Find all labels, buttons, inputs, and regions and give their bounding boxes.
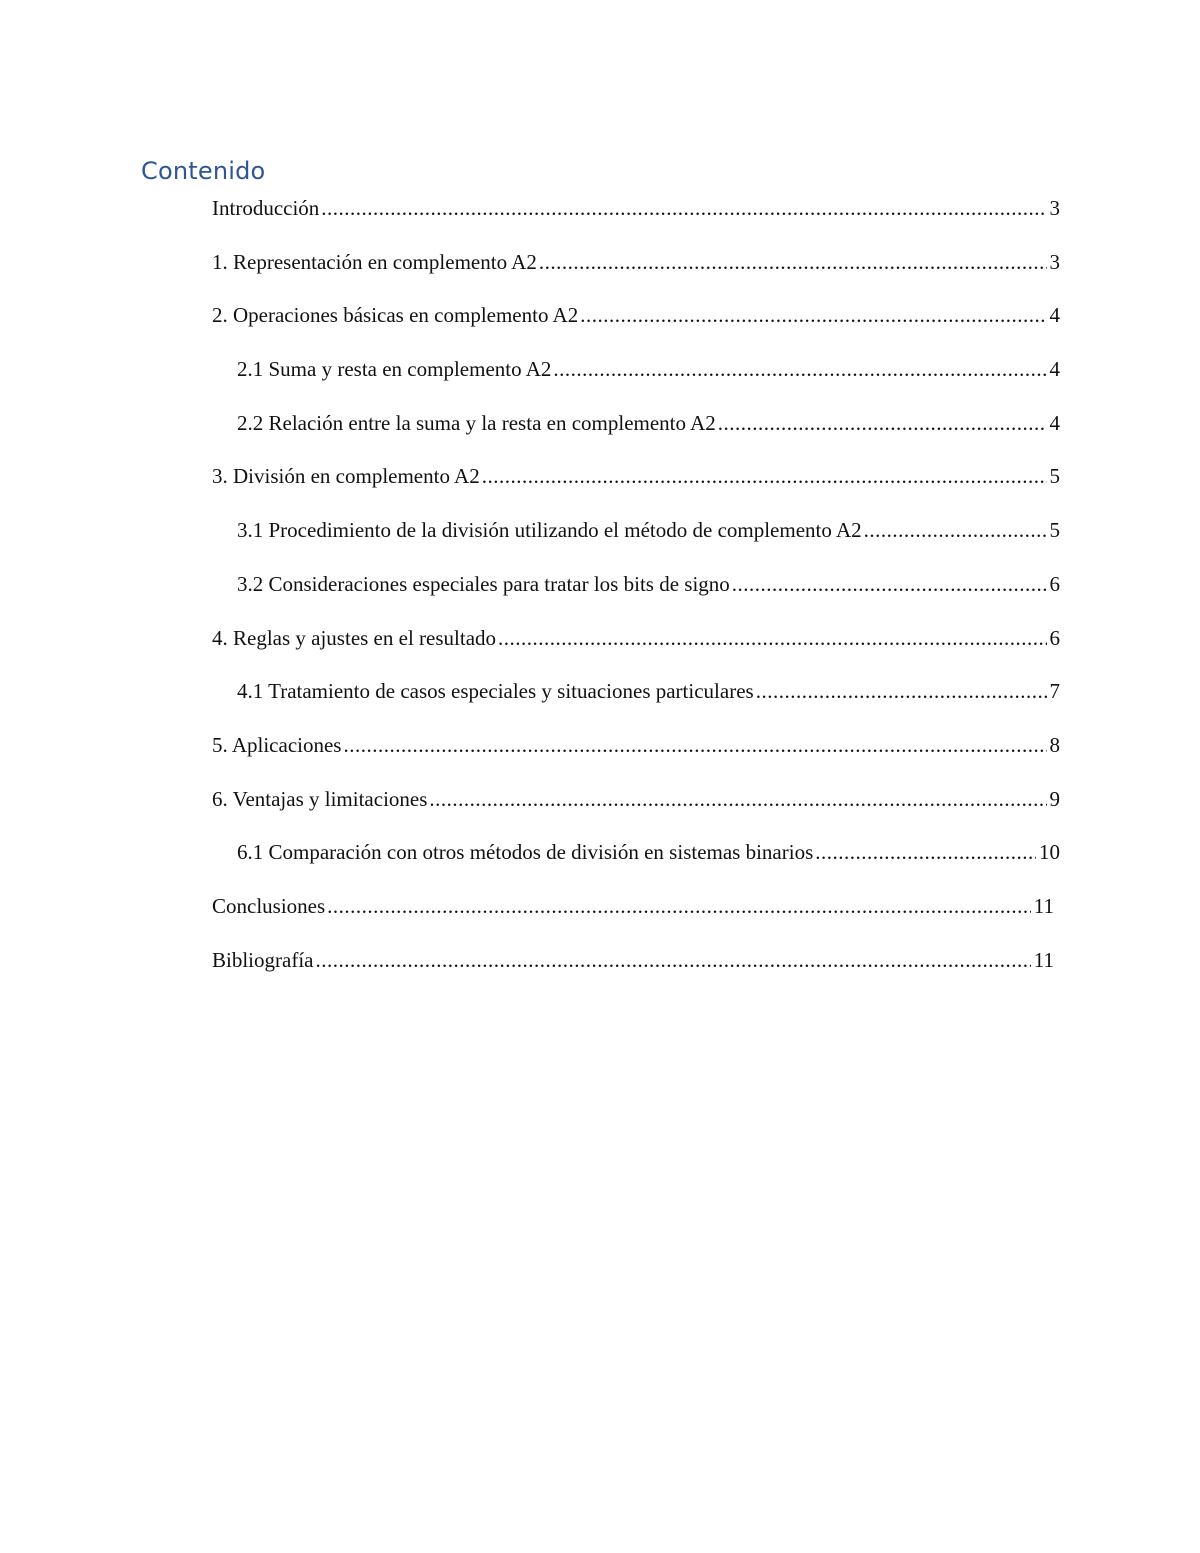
- toc-entry-title: 2.1 Suma y resta en complemento A2: [237, 357, 552, 382]
- toc-dot-leader: [327, 888, 1031, 924]
- toc-entry-title: 4. Reglas y ajustes en el resultado: [212, 625, 497, 650]
- toc-entry-representacion[interactable]: [212, 244, 1060, 298]
- toc-entry-aplicaciones[interactable]: [212, 727, 1060, 781]
- toc-page-number: 4: [1049, 357, 1060, 382]
- toc-entry-title: Introducción: [212, 196, 320, 220]
- toc-entry-title: 1. Representación en complemento A2: [212, 249, 537, 274]
- toc-dot-leader: [580, 297, 1046, 333]
- toc-page-number: 5: [1049, 518, 1060, 543]
- toc-dot-leader: [321, 190, 1046, 226]
- toc-entry-bits-de-signo[interactable]: [212, 566, 1060, 620]
- toc-entry-title: 5. Aplicaciones: [212, 732, 342, 757]
- toc-page-number: 11: [1033, 893, 1054, 918]
- toc-entry-operaciones-basicas[interactable]: [212, 297, 1060, 351]
- toc-page-number: 4: [1049, 303, 1060, 328]
- toc-entry-ventajas-limitaciones[interactable]: [212, 781, 1060, 835]
- toc-page-number: 8: [1049, 732, 1060, 757]
- toc-entry-comparacion-metodos[interactable]: [212, 834, 1060, 888]
- toc-dot-leader: [315, 942, 1030, 978]
- toc-entry-reglas-ajustes[interactable]: [212, 620, 1060, 674]
- toc-dot-leader: [864, 512, 1047, 548]
- toc-page-number: 9: [1049, 786, 1060, 811]
- toc-entry-bibliografia[interactable]: [212, 942, 1060, 996]
- toc-dot-leader: [553, 351, 1046, 387]
- toc-heading: Contenido: [141, 157, 266, 185]
- toc-entry-title: 3. División en complemento A2: [212, 464, 480, 489]
- toc-dot-leader: [482, 458, 1047, 494]
- toc-page-number: 4: [1049, 410, 1060, 435]
- toc-page-number: 11: [1033, 947, 1054, 972]
- toc-entry-title: 3.2 Consideraciones especiales para tratar los bits de signo: [237, 571, 730, 596]
- toc-entry-title: 6.1 Comparación con otros métodos de división en sistemas binarios: [237, 840, 814, 865]
- toc-page-number: 6: [1049, 571, 1060, 596]
- toc-page-number: 3: [1049, 249, 1060, 274]
- toc-entry-title: 6. Ventajas y limitaciones: [212, 786, 428, 811]
- toc-page-number: 3: [1049, 196, 1060, 220]
- toc-dot-leader: [498, 620, 1046, 656]
- table-of-contents: [212, 190, 1060, 995]
- toc-dot-leader: [343, 727, 1046, 763]
- toc-dot-leader: [732, 566, 1047, 602]
- toc-entry-conclusiones[interactable]: [212, 888, 1060, 942]
- toc-page-number: 6: [1049, 625, 1060, 650]
- toc-page-number: 5: [1049, 464, 1060, 489]
- toc-dot-leader: [539, 244, 1047, 280]
- toc-page-number: 7: [1049, 679, 1060, 704]
- toc-entry-title: 4.1 Tratamiento de casos especiales y situaciones particulares: [237, 679, 754, 704]
- toc-entry-division[interactable]: [212, 458, 1060, 512]
- toc-entry-introduccion[interactable]: [212, 190, 1060, 244]
- toc-entry-title: 2.2 Relación entre la suma y la resta en complemento A2: [237, 410, 716, 435]
- toc-entry-relacion-suma-resta[interactable]: [212, 405, 1060, 459]
- toc-entry-procedimiento-division[interactable]: [212, 512, 1060, 566]
- toc-entry-casos-especiales[interactable]: [212, 673, 1060, 727]
- toc-entry-title: Conclusiones: [212, 893, 326, 918]
- toc-dot-leader: [718, 405, 1047, 441]
- toc-entry-title: Bibliografía: [212, 947, 314, 972]
- toc-dot-leader: [815, 834, 1036, 870]
- toc-entry-title: 3.1 Procedimiento de la división utilizando el método de complemento A2: [237, 518, 862, 543]
- toc-dot-leader: [756, 673, 1047, 709]
- toc-entry-title: 2. Operaciones básicas en complemento A2: [212, 303, 579, 328]
- toc-page-number: 10: [1039, 840, 1060, 865]
- toc-entry-suma-resta[interactable]: [212, 351, 1060, 405]
- toc-dot-leader: [429, 781, 1046, 817]
